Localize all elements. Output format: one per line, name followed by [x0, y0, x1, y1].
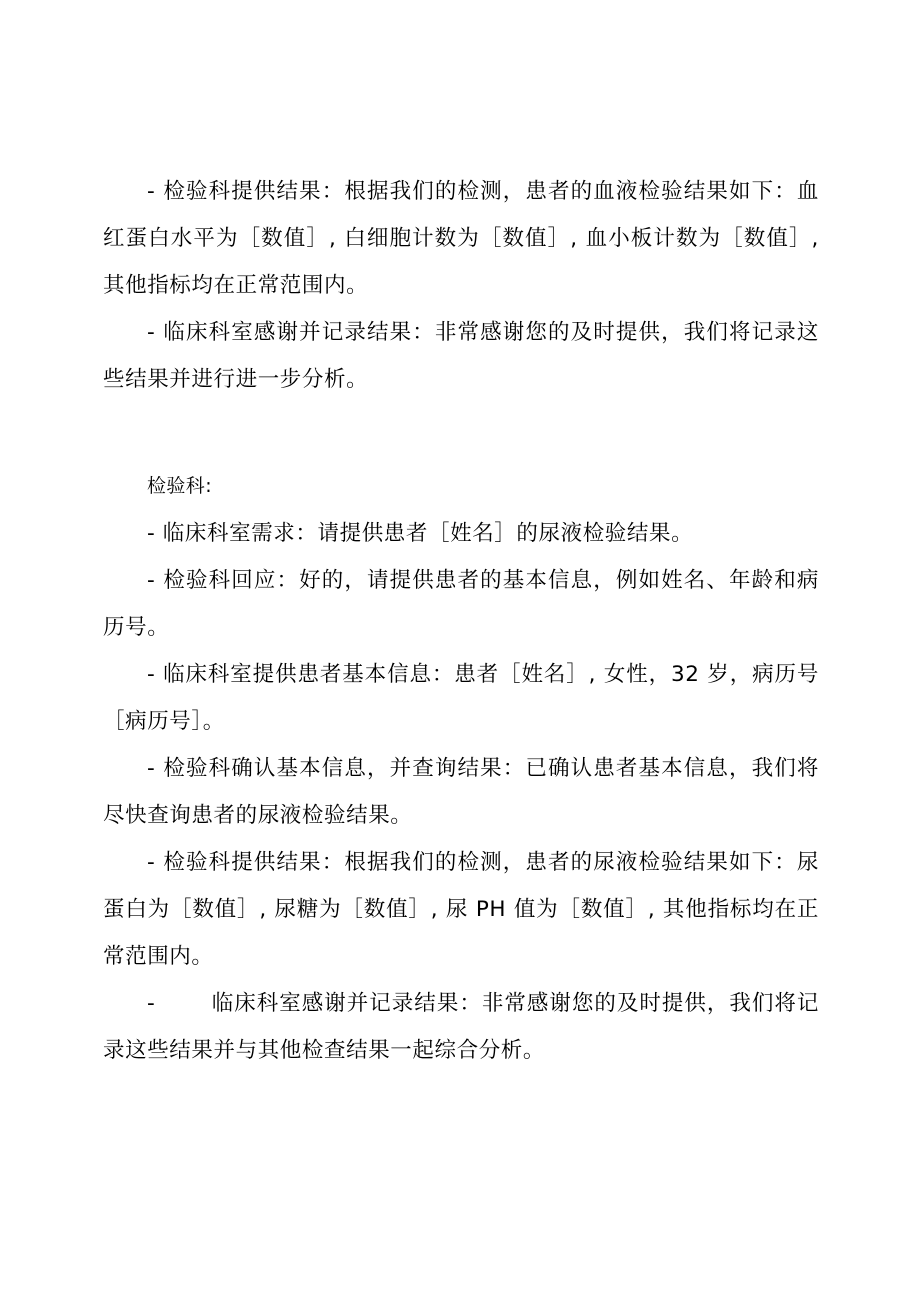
paragraph-urine-results: - 检验科提供结果：根据我们的检测，患者的尿液检验结果如下：尿蛋白为［数值］, 尿糖为［数值］, 尿 PH 值为［数值］, 其他指标均在正常范围内。 — [103, 850, 819, 969]
paragraph-clinic-thanks-urine — [103, 980, 819, 1074]
paragraph-lab-response: - 检验科回应：好的，请提供患者的基本信息，例如姓名、年龄和病历号。 — [103, 568, 819, 640]
paragraph-clinic-thanks-blood: - 临床科室感谢并记录结果：非常感谢您的及时提供，我们将记录这些结果并进行进一步分析。 — [103, 320, 819, 392]
paragraph-clinic-thanks-urine-text: 临床科室感谢并记录结果：非常感谢您的及时提供，我们将记录这些结果并与其他检查结果一起综合分析。 — [103, 991, 819, 1063]
section-gap — [103, 403, 819, 463]
paragraph-clinic-request: - 临床科室需求：请提供患者［姓名］的尿液检验结果。 — [147, 521, 694, 546]
paragraph-lab-confirm: - 检验科确认基本信息，并查询结果：已确认患者基本信息，我们将尽快查询患者的尿液检验结果。 — [103, 756, 819, 828]
section-heading-lab: 检验科: — [147, 475, 213, 497]
paragraph-patient-info: - 临床科室提供患者基本信息：患者［姓名］, 女性，32 岁，病历号［病历号］。 — [103, 662, 819, 734]
list-dash: - — [147, 991, 156, 1016]
document-body — [103, 168, 819, 1074]
paragraph-blood-results: - 检验科提供结果：根据我们的检测，患者的血液检验结果如下：血红蛋白水平为［数值］, 白细胞计数为［数值］, 血小板计数为［数值］, 其他指标均在正常范围内。 — [103, 179, 819, 298]
